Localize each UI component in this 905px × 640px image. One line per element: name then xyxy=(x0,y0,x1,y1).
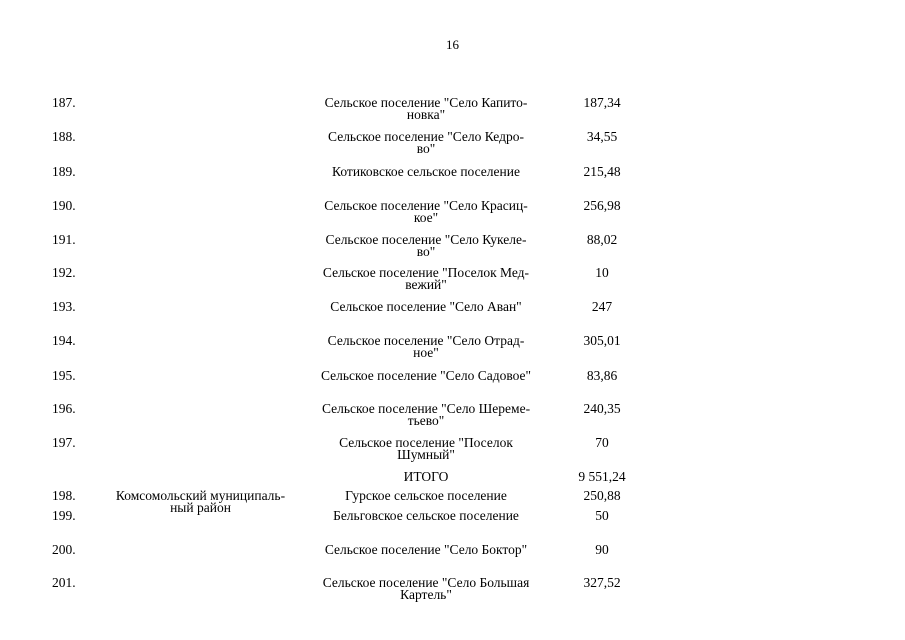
row-number: 189. xyxy=(52,164,76,179)
row-number: 188. xyxy=(52,129,76,144)
amount-value: 215,48 xyxy=(583,164,621,179)
row-number: 191. xyxy=(52,232,76,247)
row-number: 198. xyxy=(52,488,76,503)
settlement-name: Сельское поселение "Село Аван" xyxy=(330,299,522,314)
row-number: 192. xyxy=(52,265,76,280)
amount-value: 90 xyxy=(595,542,609,557)
amount-value: 305,01 xyxy=(583,333,621,348)
total-label: ИТОГО xyxy=(403,469,449,484)
settlement-name: Сельское поселение "Село Красиц- кое" xyxy=(324,198,528,225)
row-number: 199. xyxy=(52,508,76,523)
settlement-name: Бельговское сельское поселение xyxy=(333,508,519,523)
amount-value: 83,86 xyxy=(586,368,618,383)
settlement-name: Сельское поселение "Село Боктор" xyxy=(324,542,528,557)
row-number: 196. xyxy=(52,401,76,416)
amount-value: 70 xyxy=(595,435,609,450)
settlement-name: Сельское поселение "Село Отрад- ное" xyxy=(327,333,525,360)
amount-value: 256,98 xyxy=(583,198,621,213)
page-number: 16 xyxy=(446,37,459,52)
total-value: 9 551,24 xyxy=(578,469,626,484)
row-number: 197. xyxy=(52,435,76,450)
settlement-name: Сельское поселение "Поселок Шумный" xyxy=(339,435,513,462)
row-number: 195. xyxy=(52,368,76,383)
row-number: 190. xyxy=(52,198,76,213)
amount-value: 250,88 xyxy=(583,488,621,503)
amount-value: 187,34 xyxy=(583,95,621,110)
settlement-name: Котиковское сельское поселение xyxy=(332,164,520,179)
amount-value: 240,35 xyxy=(583,401,621,416)
settlement-name: Сельское поселение "Село Капито- новка" xyxy=(324,95,528,122)
row-number: 187. xyxy=(52,95,76,110)
settlement-name: Сельское поселение "Село Большая Картель" xyxy=(322,575,530,602)
amount-value: 88,02 xyxy=(586,232,618,247)
settlement-name: Сельское поселение "Поселок Мед- вежий" xyxy=(322,265,530,292)
row-number: 201. xyxy=(52,575,76,590)
row-number: 193. xyxy=(52,299,76,314)
settlement-name: Гурское сельское поселение xyxy=(345,488,507,503)
settlement-name: Сельское поселение "Село Шереме- тьево" xyxy=(321,401,531,428)
settlement-name: Сельское поселение "Село Кедро- во" xyxy=(328,129,524,156)
amount-value: 327,52 xyxy=(583,575,621,590)
district-name: Комсомольский муниципаль- ный район xyxy=(115,488,286,515)
settlement-name: Сельское поселение "Село Кукеле- во" xyxy=(325,232,527,259)
amount-value: 34,55 xyxy=(586,129,618,144)
row-number: 200. xyxy=(52,542,76,557)
settlement-name: Сельское поселение "Село Садовое" xyxy=(320,368,532,383)
row-number: 194. xyxy=(52,333,76,348)
amount-value: 50 xyxy=(595,508,609,523)
amount-value: 247 xyxy=(591,299,613,314)
amount-value: 10 xyxy=(595,265,609,280)
